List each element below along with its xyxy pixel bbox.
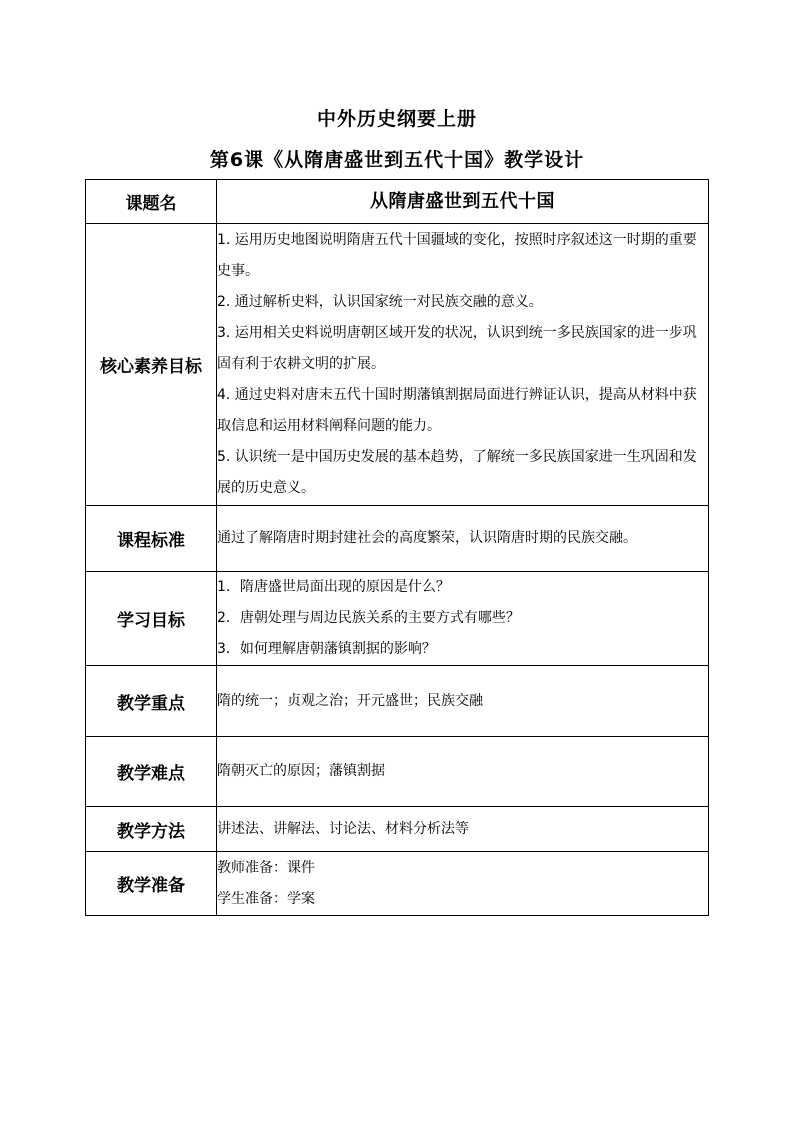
- list-item: 3．如何理解唐朝藩镇割据的影响？: [217, 641, 436, 657]
- curriculum-standard-label: 课程标准: [86, 506, 217, 572]
- table-row: [86, 224, 709, 506]
- list-item: 1．隋唐盛世局面出现的原因是什么？: [217, 579, 450, 595]
- table-row: [86, 852, 709, 916]
- core-literacy-label: 核心素养目标: [86, 224, 217, 506]
- key-points-value: 隋的统一；贞观之治；开元盛世；民族交融: [217, 666, 709, 737]
- preparation-content: [217, 852, 709, 916]
- document-subtitle: 第6课《从隋唐盛世到五代十国》教学设计: [209, 149, 585, 171]
- list-item: 3. 运用相关史料说明唐朝区域开发的状况，认识到统一多民族国家的进一步巩固有利于农耕文明的扩展。: [217, 325, 697, 372]
- methods-value: 讲述法、讲解法、讨论法、材料分析法等: [217, 807, 709, 852]
- methods-label: 教学方法: [86, 807, 217, 852]
- table-row: [86, 666, 709, 737]
- list-item: 2．唐朝处理与周边民族关系的主要方式有哪些？: [217, 610, 520, 626]
- list-item: 教师准备：课件: [217, 859, 315, 876]
- list-item: 2. 通过解析史料，认识国家统一对民族交融的意义。: [217, 294, 543, 310]
- key-points-label: 教学重点: [86, 666, 217, 737]
- document-title: 中外历史纲要上册: [316, 108, 477, 130]
- core-literacy-content: [217, 224, 709, 506]
- table-row: [86, 807, 709, 852]
- list-item: 4. 通过史料对唐末五代十国时期藩镇割据局面进行辨证认识，提高从材料中获取信息和运用材料阐释问题的能力。: [217, 387, 697, 434]
- difficult-points-value: 隋朝灭亡的原因；藩镇割据: [217, 737, 709, 807]
- table-row: [86, 737, 709, 807]
- table-row: [86, 572, 709, 666]
- list-item: 学生准备：学案: [217, 890, 315, 907]
- lesson-plan-table: [85, 179, 709, 916]
- topic-label: 课题名: [86, 180, 217, 224]
- curriculum-standard-value: 通过了解隋唐时期封建社会的高度繁荣，认识隋唐时期的民族交融。: [217, 506, 709, 572]
- learning-goals-label: 学习目标: [86, 572, 217, 666]
- table-row: [86, 506, 709, 572]
- list-item: 5. 认识统一是中国历史发展的基本趋势，了解统一多民族国家进一生巩固和发展的历史意义。: [217, 449, 697, 496]
- learning-goals-content: [217, 572, 709, 666]
- difficult-points-label: 教学难点: [86, 737, 217, 807]
- list-item: 1. 运用历史地图说明隋唐五代十国疆域的变化，按照时序叙述这一时期的重要史事。: [217, 232, 697, 279]
- table-row: [86, 180, 709, 224]
- preparation-label: 教学准备: [86, 852, 217, 916]
- topic-value: 从隋唐盛世到五代十国: [217, 180, 709, 224]
